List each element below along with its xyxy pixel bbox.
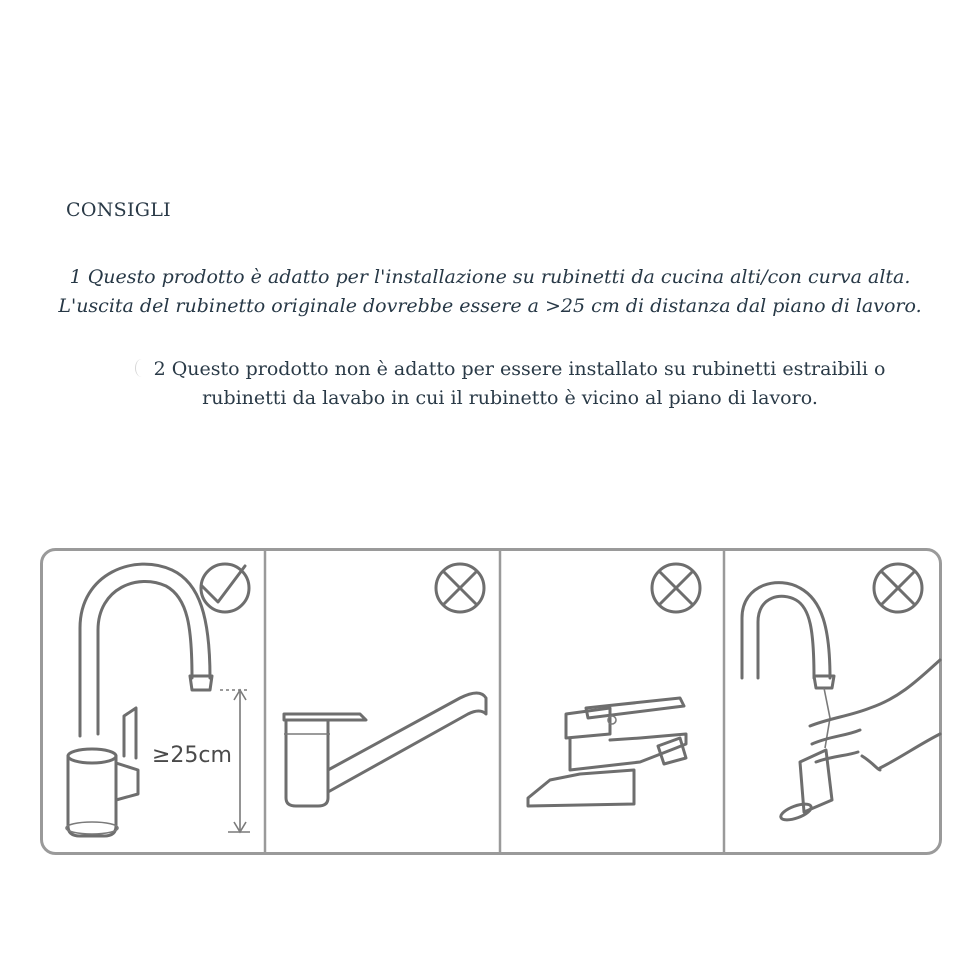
bracket-mark-icon [135, 359, 148, 377]
pull-out-faucet-icon [742, 583, 940, 824]
faucet-comparison-illustration [40, 548, 942, 856]
tip-2-line-2: rubinetti da lavabo in cui il rubinetto è vicino al piano di lavoro. [202, 387, 818, 409]
panel-high-arc-faucet [66, 564, 250, 836]
panel-pull-out-faucet [742, 564, 940, 823]
cross-circle-icon [436, 564, 484, 612]
cross-circle-icon [874, 564, 922, 612]
tip-1-line-1: 1 Questo prodotto è adatto per l'installazione su rubinetti da cucina alti/con curva alta. [69, 266, 911, 288]
basin-faucet-icon [528, 698, 686, 806]
cross-circle-icon [652, 564, 700, 612]
measure-label: ≥25cm [152, 743, 232, 768]
faucet-comparison-panel [40, 548, 942, 856]
tip-2-line-1-wrap [0, 355, 980, 384]
panel-low-swivel-faucet [284, 564, 486, 806]
tip-1-line-2: L'uscita del rubinetto originale dovrebbe essere a >25 cm di distanza dal piano di lavoro. [58, 295, 922, 317]
panel-basin-faucet [528, 564, 700, 806]
tip-2-line-1: 2 Questo prodotto non è adatto per essere installato su rubinetti estraibili o [153, 358, 886, 380]
section-heading: CONSIGLI [66, 199, 171, 221]
tip-2 [0, 355, 980, 413]
high-arc-faucet-icon [66, 564, 212, 836]
low-swivel-faucet-icon [284, 693, 486, 806]
checkmark-icon [201, 564, 249, 612]
tip-1 [0, 263, 980, 321]
